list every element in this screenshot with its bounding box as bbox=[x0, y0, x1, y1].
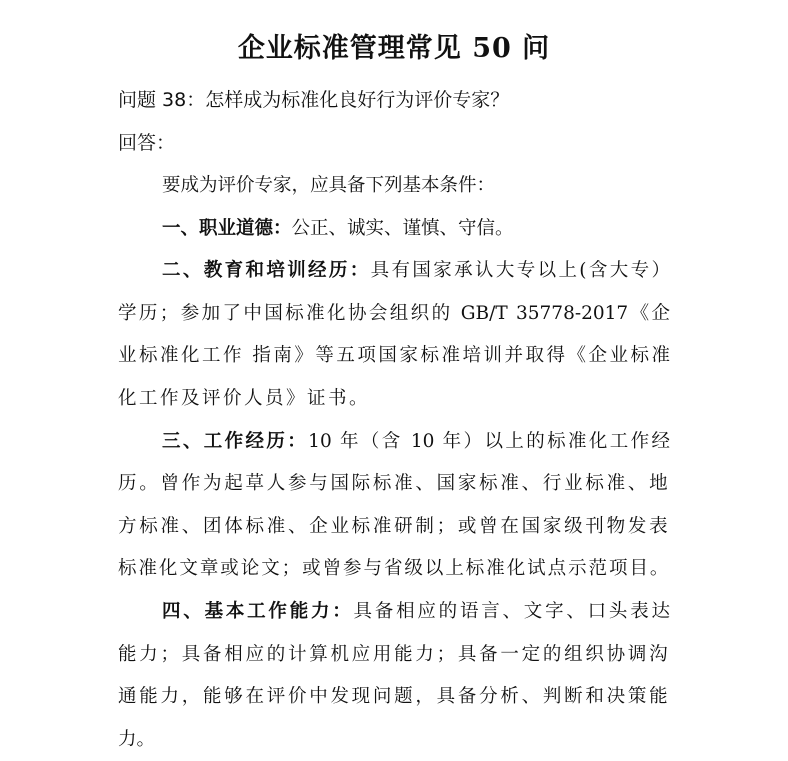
section-heading: 二、教育和培训经历： bbox=[162, 260, 371, 282]
paragraph-line: 二、教育和培训经历：具有国家承认大专以上(含大专） bbox=[162, 260, 670, 282]
paragraph-line: 标准化文章或论文；或曾参与省级以上标准化试点示范项目。 bbox=[118, 558, 670, 580]
paragraph-line: 业标准化工作 指南》等五项国家标准培训并取得《企业标准 bbox=[118, 345, 670, 367]
paragraph-line: 一、职业道德：公正、诚实、谨慎、守信。 bbox=[162, 217, 514, 239]
paragraph-line: 历。曾作为起草人参与国际标准、国家标准、行业标准、地 bbox=[118, 473, 670, 495]
paragraph-line: 四、基本工作能力：具备相应的语言、文字、口头表达 bbox=[162, 600, 670, 622]
answer-body bbox=[118, 165, 670, 761]
paragraph-line: 能力；具备相应的计算机应用能力；具备一定的组织协调沟 bbox=[118, 643, 670, 665]
paragraph-line: 学历；参加了中国标准化协会组织的 GB/T 35778-2017《企 bbox=[118, 302, 670, 324]
document-title: 企业标准管理常见 50 问 bbox=[237, 33, 551, 64]
paragraph-line: 方标准、团体标准、企业标准研制；或曾在国家级刊物发表 bbox=[118, 515, 670, 537]
paragraph-line: 力。 bbox=[118, 728, 156, 750]
answer-label: 回答： bbox=[118, 132, 176, 154]
question-heading: 问题 38：怎样成为标准化良好行为评价专家？ bbox=[118, 89, 510, 111]
paragraph-line: 化工作及评价人员》证书。 bbox=[118, 387, 371, 409]
section-heading: 一、职业道德： bbox=[162, 217, 292, 239]
paragraph-line: 要成为评价专家，应具备下列基本条件： bbox=[162, 175, 496, 196]
paragraph-line: 三、工作经历：10 年（含 10 年）以上的标准化工作经 bbox=[162, 430, 670, 452]
section-heading: 四、基本工作能力： bbox=[162, 600, 354, 622]
paragraph-line: 通能力，能够在评价中发现问题，具备分析、判断和决策能 bbox=[118, 686, 670, 708]
section-heading: 三、工作经历： bbox=[162, 430, 309, 452]
